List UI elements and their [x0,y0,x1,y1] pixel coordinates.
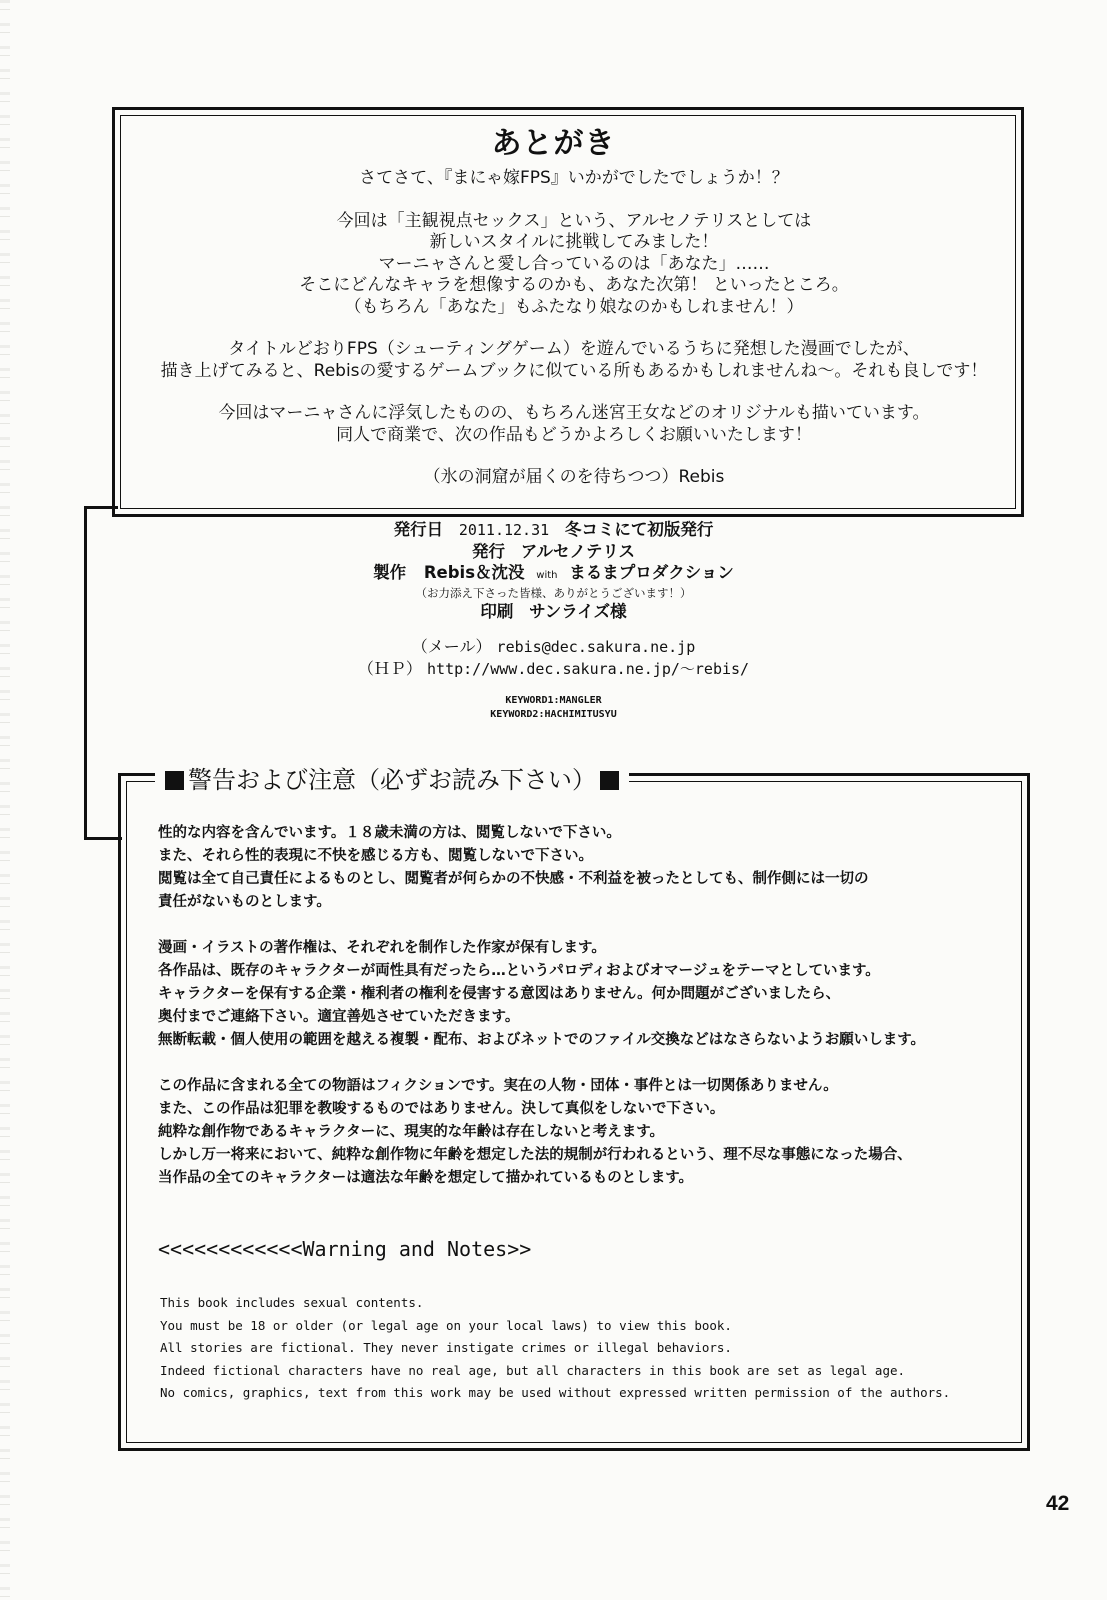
afterword-line: そこにどんなキャラを想像するのかも、あなた次第！ といったところ。 [299,275,849,295]
production-partner: まるまプロダクション [569,563,734,582]
black-square-icon [165,771,184,790]
afterword-paragraph [124,467,1024,489]
warning-line: 漫画・イラストの著作権は、それぞれを制作した作家が保有します。 [158,940,606,956]
contact-mail-row [0,636,1107,658]
warning-line: しかし万一将来において、純粋な創作物に年齢を想定した法的規制が行われるという、理不尽な事態になった場合、 [158,1147,912,1163]
warning-line: キャラクターを保有する企業・権利者の権利を侵害する意図はありません。何か問題がございましたら、 [158,986,841,1002]
issue-note: 冬コミにて初版発行 [564,520,714,539]
afterword-signature: （氷の洞窟が届くのを待ちつつ）Rebis [423,467,725,487]
keyword-2: KEYWORD2:HACHIMITUSYU [490,709,617,720]
afterword-title: あとがき [491,126,616,161]
english-warning-line: All stories are fictional. They never instigate crimes or illegal behaviors. [160,1340,732,1355]
warning-paragraph [158,1075,1018,1190]
afterword-line: 描き上げてみると、Rebisの愛するゲームブックに似ている所もあるかもしれませんね～。それも良しです！ [160,360,988,381]
warning-line: この作品に含まれる全ての物語はフィクションです。実在の人物・団体・事件とは一切関係ありません。 [158,1078,838,1094]
production-thanks: （お力添え下さった皆様、ありがとうございます！） [415,586,692,600]
warning-line: また、この作品は犯罪を教唆するものではありません。決して真似をしないで下さい。 [158,1101,725,1117]
black-square-icon [600,771,619,790]
warning-line: 無断転載・個人使用の範囲を越える複製・配布、およびネットでのファイル交換などはなさらないようお願いします。 [158,1032,926,1048]
afterword-paragraph [124,168,1024,190]
afterword-line: 今回は「主観視点セックス」という、アルセノテリスとしては [336,210,812,231]
english-warning-line: Indeed fictional characters have no real age, but all characters in this book are set as legal age. [160,1362,906,1378]
colophon-production-row [0,562,1107,586]
warning-line: 純粋な創作物であるキャラクターに、現実的な年齢は存在しないと考えます。 [158,1124,665,1140]
warning-paragraph [158,822,1018,914]
publisher-label: 発行 [471,542,505,561]
english-warning-line: This book includes sexual contents. [160,1295,424,1310]
warning-line: 性的な内容を含んでいます。１８歳未満の方は、閲覧しないで下さい。 [158,825,621,841]
warning-line: 当作品の全てのキャラクターは適法な年齢を想定して描かれているものとします。 [158,1170,694,1186]
warning-heading-text: 警告および注意（必ずお読み下さい） [188,766,596,794]
warning-body [158,822,1018,1213]
afterword-body [124,168,1024,510]
warning-line: また、それら性的表現に不快を感じる方も、閲覧しないで下さい。 [158,848,593,864]
printer: サンライズ様 [529,602,627,621]
warning-heading [155,762,629,798]
afterword-paragraph [124,211,1024,319]
afterword-line: さてさて、『まにゃ嫁FPS』いかがでしたでしょうか！？ [359,168,789,188]
publisher: アルセノテリス [520,542,636,561]
production-label: 製作 [373,563,407,582]
hp-label: （ＨＰ） [357,659,422,678]
afterword-paragraph [124,403,1024,446]
production-names: Rebis＆沈没 [423,563,525,582]
warning-line: 各作品は、既存のキャラクターが両性具有だったら…というパロディおよびオマージュをテーマとしています。 [158,963,880,979]
english-warning-heading: <<<<<<<<<<<<Warning and Notes>> [158,1237,532,1261]
afterword-line: （もちろん「あなた」もふたなり娘なのかもしれません！） [344,296,804,317]
afterword-line: マーニャさんと愛し合っているのは「あなた」…… [378,253,770,274]
warning-paragraph [158,937,1018,1052]
colophon-issue-row [0,519,1107,541]
hp-url[interactable]: http://www.dec.sakura.ne.jp/～rebis/ [427,660,750,678]
warning-line: 閲覧は全て自己責任によるものとし、閲覧者が何らかの不快感・不利益を被ったとしても、制作側には一切の [158,871,869,887]
afterword-paragraph [124,339,1024,382]
colophon [0,519,1107,722]
english-warning-body [160,1292,1020,1405]
page-edge-scan-artifact [0,0,10,1600]
warning-line: 責任がないものとします。 [158,894,331,910]
afterword-line: タイトルどおりFPS（シューティングゲーム）を遊んでいるうちに発想した漫画でしたが、 [228,339,920,359]
mail-address[interactable]: rebis@dec.sakura.ne.jp [496,638,696,656]
english-warning-line: You must be 18 or older (or legal age on your local laws) to view this book. [160,1317,732,1333]
afterword-line: 同人で商業で、次の作品もどうかよろしくお願いいたします！ [336,424,812,445]
colophon-publisher-row [0,541,1107,562]
english-warning-line: No comics, graphics, text from this work may be used without expressed written permission of the authors. [160,1385,951,1400]
colophon-printing-row [0,601,1107,622]
printing-label: 印刷 [480,602,514,621]
issue-label: 発行日 [393,520,444,539]
warning-line: 奥付までご連絡下さい。適宜善処させていただきます。 [158,1009,520,1025]
mail-label: （メール） [411,637,492,656]
issue-date: 2011.12.31 [458,521,550,539]
contact-hp-row [0,658,1107,680]
keyword-1: KEYWORD1:MANGLER [505,695,602,706]
page-number: 42 [1046,1492,1070,1515]
afterword-line: 今回はマーニャさんに浮気したものの、もちろん迷宮王女などのオリジナルも描いています。 [218,403,930,423]
afterword-line: 新しいスタイルに挑戦してみました！ [429,232,719,252]
connector-bracket-bottom [84,837,122,840]
production-with: with [536,570,558,581]
